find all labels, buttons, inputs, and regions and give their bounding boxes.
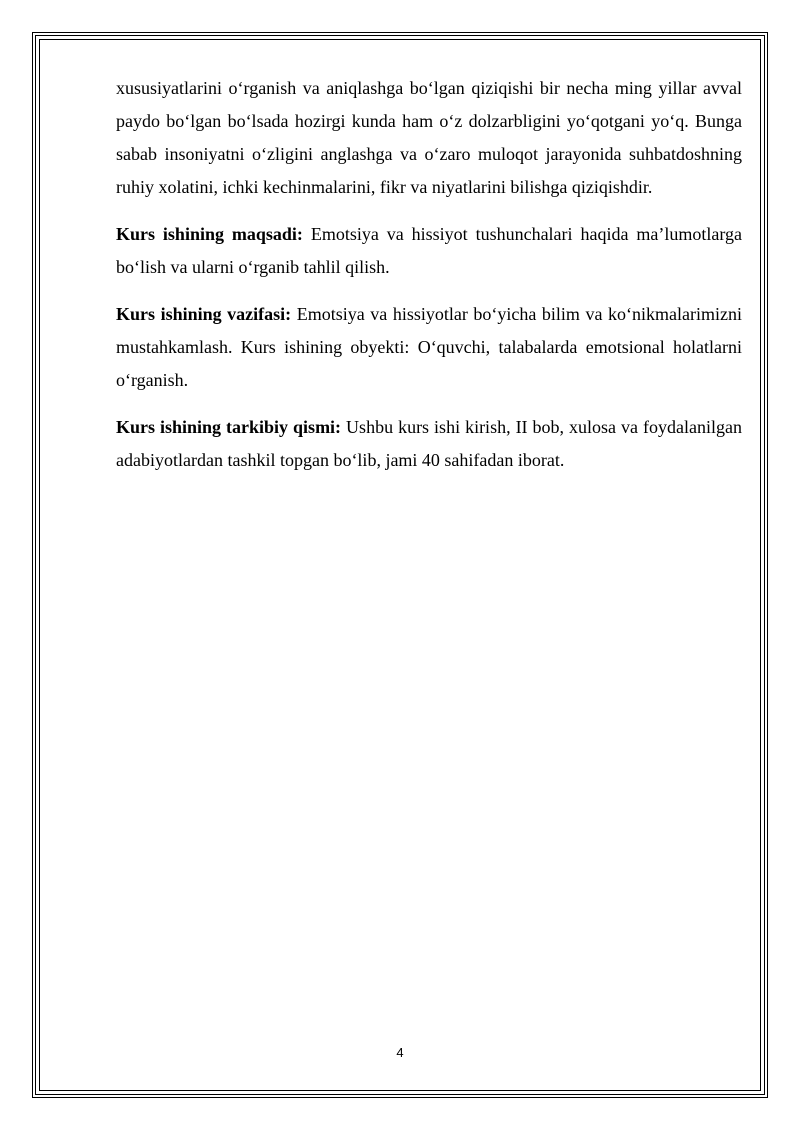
paragraph-text: Emotsiya va hissiyotlar bo‘yicha bilim va ko‘nikmalarimizni mustahkamlash. Kurs ishining obyekti: O‘quvchi, talabalarda emotsional holatlarni o‘rganish. <box>116 304 742 390</box>
paragraph-lead: Kurs ishining vazifasi: <box>116 304 292 324</box>
paragraph-intro <box>116 72 742 204</box>
page-number: 4 <box>396 1045 404 1060</box>
paragraph-goal <box>116 218 742 284</box>
paragraph-text: Emotsiya va hissiyot tushunchalari haqida ma’lumotlarga bo‘lish va ularni o‘rganib tahlil qilish. <box>116 224 742 277</box>
paragraph-lead: Kurs ishining maqsadi: <box>116 224 303 244</box>
paragraph-tasks <box>116 298 742 397</box>
paragraph-text: Ushbu kurs ishi kirish, II bob, xulosa va foydalanilgan adabiyotlardan tashkil topgan bo‘lib, jami 40 sahifadan iborat. <box>116 417 742 470</box>
paragraph-structure <box>116 411 742 477</box>
paragraph-text: xususiyatlarini o‘rganish va aniqlashga bo‘lgan qiziqishi bir necha ming yillar avval paydo bo‘lgan bo‘lsada hozirgi kunda ham o‘z dolzarbligini yo‘qotgani yo‘q. Bunga sabab insoniyatni o‘zligini anglashga va o‘zaro muloqot jarayonida suhbatdoshning ruhiy xolatini, ichki kechinmalarini, fikr va niyatlarini bilishga qiziqishdir. <box>116 78 742 197</box>
paragraph-lead: Kurs ishining tarkibiy qismi: <box>116 417 342 437</box>
document-body <box>116 72 742 491</box>
